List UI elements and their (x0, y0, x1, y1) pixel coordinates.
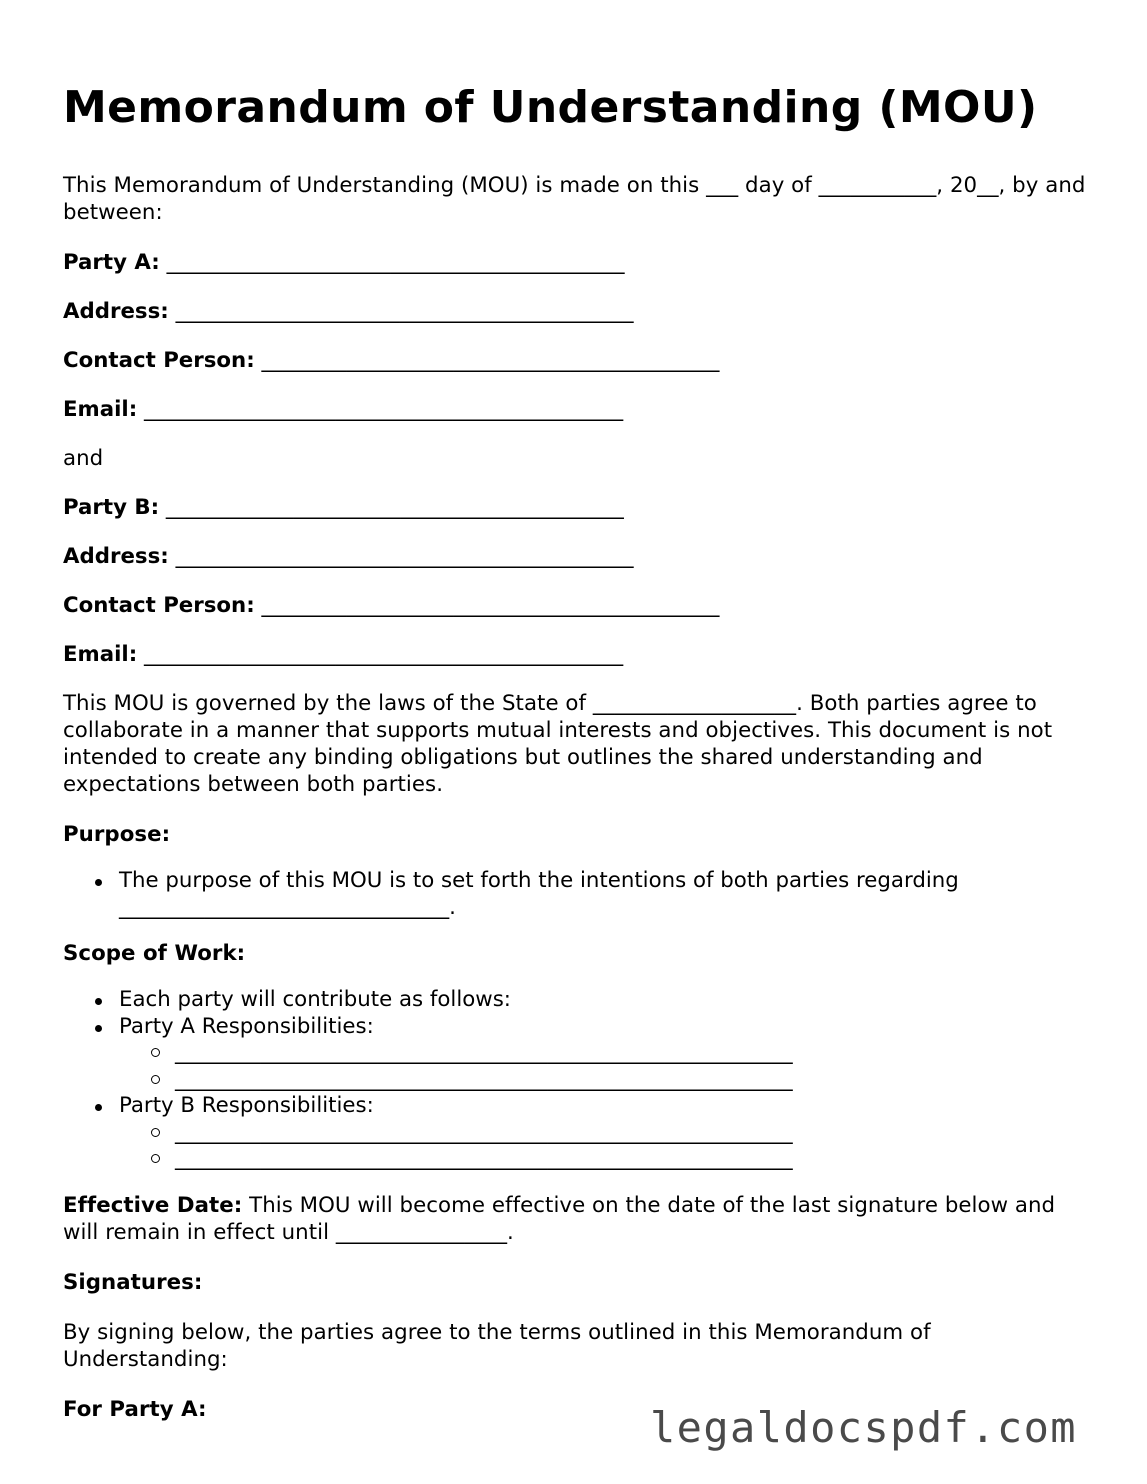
party-a-blank: ___________________________________________ (166, 250, 625, 275)
document-title: Memorandum of Understanding (MOU) (63, 82, 1038, 133)
list-item: __________________________________________________________ (175, 1067, 1093, 1094)
party-b-responsibilities-label: Party B Responsibilities: (119, 1093, 374, 1118)
list-item: __________________________________________________________ (175, 1120, 1093, 1147)
effective-date-label: Effective Date: (63, 1192, 243, 1218)
party-b-contact-field (63, 592, 1093, 619)
party-b-responsibilities-list (119, 1120, 1093, 1173)
party-b-email-blank: _____________________________________________ (144, 642, 624, 667)
list-item: The purpose of this MOU is to set forth the intentions of both parties regarding _______________________________. (119, 868, 1093, 921)
list-item: __________________________________________________________ (175, 1040, 1093, 1067)
party-a-contact-blank: ___________________________________________ (261, 348, 720, 373)
party-b-email-label: Email: (63, 642, 138, 667)
watermark: legaldocspdf.com (650, 1403, 1077, 1452)
effective-date-text: This MOU will become effective on the date of the last signature below and will remain in effect until ________________. (63, 1192, 1056, 1245)
party-b-label: Party B: (63, 495, 160, 520)
party-a-label: Party A: (63, 250, 160, 275)
purpose-heading: Purpose: (63, 822, 171, 847)
party-b-name-field (63, 494, 1093, 521)
list-item: Each party will contribute as follows: (119, 987, 1093, 1014)
party-a-email-field (63, 396, 1093, 423)
party-a-contact-label: Contact Person: (63, 348, 255, 373)
party-a-name-field (63, 249, 1093, 276)
party-a-address-label: Address: (63, 299, 169, 324)
scope-heading: Scope of Work: (63, 941, 246, 966)
governing-law-paragraph: This MOU is governed by the laws of the State of ___________________. Both parties agree to collaborate in a manner that supports mutual interests and objectives. This document is not intended to create any binding obligations but outlines the shared understanding and expectations between both parties. (63, 691, 1053, 797)
party-b-contact-blank: ___________________________________________ (261, 593, 720, 618)
purpose-list (63, 868, 1093, 921)
intro-paragraph: This Memorandum of Understanding (MOU) is made on this ___ day of ___________, 20__, by and between: (63, 173, 1086, 225)
and-text: and (63, 446, 104, 471)
party-b-address-field (63, 543, 1093, 570)
party-a-responsibilities-label: Party A Responsibilities: (119, 1013, 374, 1039)
party-b-responsibilities (119, 1093, 1093, 1173)
signatures-heading: Signatures: (63, 1269, 203, 1295)
party-a-email-label: Email: (63, 397, 138, 422)
scope-list (63, 987, 1093, 1173)
document-page (63, 78, 1093, 1446)
party-a-address-field (63, 298, 1093, 325)
party-b-blank: ___________________________________________ (165, 495, 624, 520)
list-item: __________________________________________________________ (175, 1146, 1093, 1173)
party-a-email-blank: _____________________________________________ (144, 397, 624, 422)
for-party-a-heading: For Party A: (63, 1396, 207, 1422)
party-a-responsibilities (119, 1014, 1093, 1094)
party-b-address-label: Address: (63, 544, 169, 569)
party-a-responsibilities-list (119, 1040, 1093, 1093)
party-a-contact-field (63, 347, 1093, 374)
party-b-contact-label: Contact Person: (63, 593, 255, 618)
signatures-paragraph: By signing below, the parties agree to the terms outlined in this Memorandum of Understanding: (63, 1319, 931, 1372)
party-a-address-blank: ___________________________________________ (175, 299, 634, 324)
party-b-address-blank: ___________________________________________ (175, 544, 634, 569)
effective-date-paragraph (63, 1192, 1093, 1246)
party-b-email-field (63, 641, 1093, 668)
